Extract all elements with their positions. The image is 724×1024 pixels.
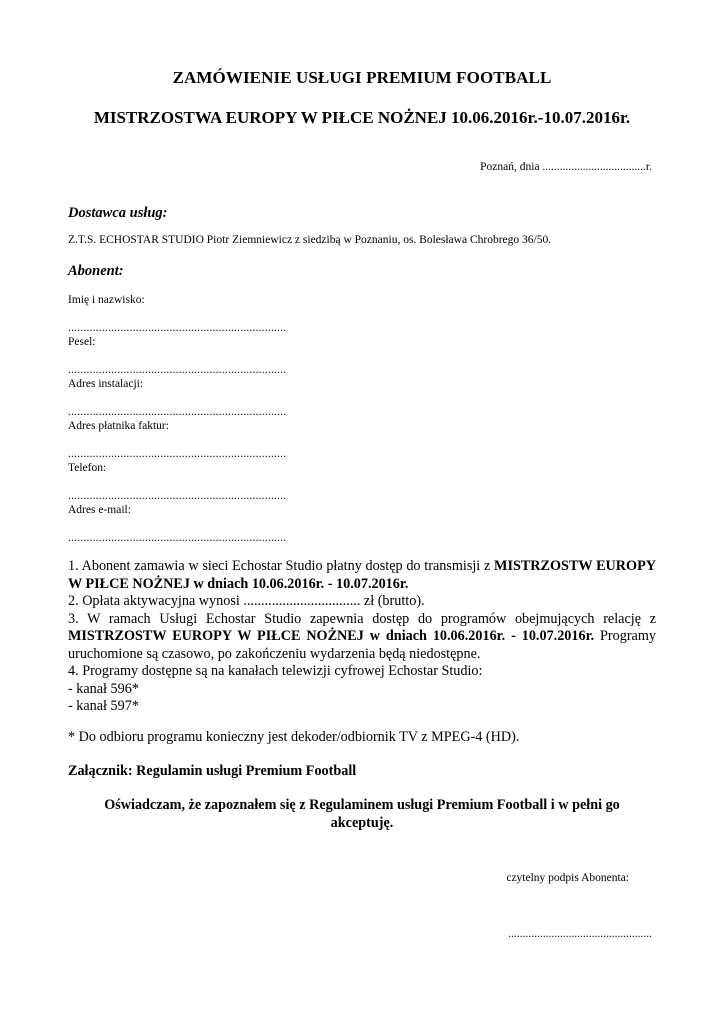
- name-field: .......................................................................: [68, 322, 287, 334]
- term-2: 2. Opłata aktywacyjna wynosi ................................. zł (brutto).: [68, 593, 425, 609]
- channel-597: - kanał 597*: [68, 698, 139, 714]
- document-subtitle: MISTRZOSTWA EUROPY W PIŁCE NOŻNEJ 10.06.2016r.-10.07.2016r.: [93, 108, 631, 127]
- channel-596: - kanał 596*: [68, 680, 139, 697]
- term-3-note: Programy uruchomione są czasowo, po zakończeniu wydarzenia będą niedostępne.: [68, 628, 656, 662]
- email-label: Adres e-mail:: [68, 504, 131, 516]
- term-3-event: MISTRZOSTW EUROPY W PIŁCE NOŻNEJ w dniach 10.06.2016r. - 10.07.2016r.: [68, 628, 595, 644]
- provider-details: Z.T.S. ECHOSTAR STUDIO Piotr Ziemniewicz z siedzibą w Poznaniu, os. Bolesława Chrobrego 36/50.: [68, 234, 552, 246]
- term-4: 4. Programy dostępne są na kanałach telewizji cyfrowej Echostar Studio:: [68, 663, 483, 679]
- install-address-field: .......................................................................: [68, 406, 287, 418]
- term-1: [68, 558, 656, 593]
- email-field: .......................................................................: [68, 532, 287, 544]
- attachment-line: Załącznik: Regulamin usługi Premium Football: [68, 763, 357, 779]
- pesel-field: .......................................................................: [68, 364, 287, 376]
- term-1-text: 1. Abonent zamawia w sieci Echostar Studio płatny dostęp do transmisji z: [68, 558, 495, 574]
- term-3-text: 3. W ramach Usługi Echostar Studio zapewnia dostęp do programów obejmujących relację z: [68, 610, 656, 627]
- decoder-note: * Do odbioru programu konieczny jest dekoder/odbiornik TV z MPEG-4 (HD).: [68, 729, 520, 745]
- subscriber-heading: Abonent:: [68, 263, 124, 279]
- billing-address-field: .......................................................................: [68, 448, 287, 460]
- signature-field: ..................................................: [508, 928, 652, 940]
- term-1-event: MISTRZOSTW EUROPY W PIŁCE NOŻNEJ w dniach 10.06.2016r. - 10.07.2016r.: [68, 558, 656, 592]
- document-title: ZAMÓWIENIE USŁUGI PREMIUM FOOTBALL: [172, 68, 552, 87]
- phone-label: Telefon:: [68, 462, 107, 474]
- terms-section: [68, 558, 656, 716]
- place-date-field: Poznań, dnia ....................................r.: [480, 161, 652, 173]
- phone-field: .......................................................................: [68, 490, 287, 502]
- provider-heading: Dostawca usług:: [68, 205, 168, 221]
- name-label: Imię i nazwisko:: [68, 294, 145, 306]
- install-address-label: Adres instalacji:: [68, 378, 144, 390]
- pesel-label: Pesel:: [68, 336, 96, 348]
- billing-address-label: Adres płatnika faktur:: [68, 420, 169, 432]
- term-3: [68, 611, 656, 664]
- declaration-text: Oświadczam, że zapoznałem się z Regulaminem usługi Premium Football i w pełni go akceptuję.: [104, 797, 620, 831]
- signature-label: czytelny podpis Abonenta:: [506, 872, 629, 884]
